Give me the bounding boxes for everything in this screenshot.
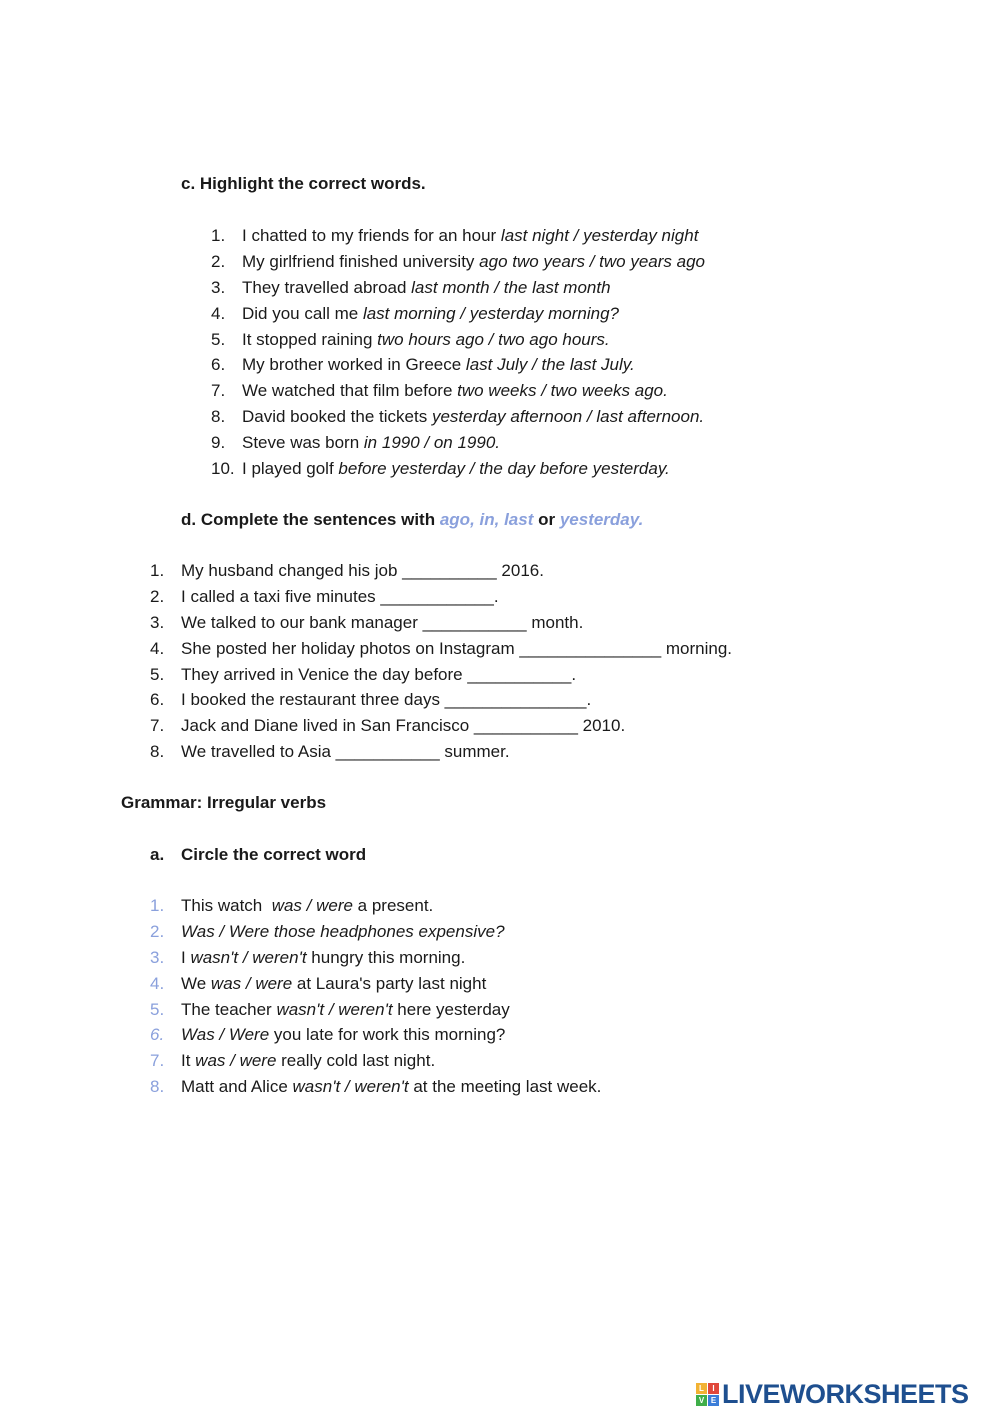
item-number: 4.	[150, 638, 165, 658]
list-item	[150, 945, 710, 971]
item-text: This watch	[181, 896, 272, 915]
list-item	[211, 301, 771, 327]
item-options[interactable]: wasn't / weren't	[276, 999, 393, 1019]
item-options[interactable]: was / were	[210, 973, 293, 993]
item-options[interactable]: in 1990 / on 1990.	[363, 433, 501, 453]
list-item	[150, 893, 710, 919]
list-item	[211, 404, 771, 430]
item-options[interactable]: Was / Were those headphones expensive?	[181, 921, 505, 941]
item-text: at Laura's party last night	[292, 973, 487, 993]
item-text[interactable]: We travelled to Asia ___________ summer.	[181, 742, 510, 762]
list-item	[211, 352, 771, 378]
item-text: you late for work this morning?	[269, 1025, 506, 1045]
list-item	[150, 971, 710, 997]
item-text: here yesterday	[392, 999, 510, 1019]
word-last: last	[504, 510, 534, 529]
item-number: 2.	[150, 921, 165, 941]
item-options[interactable]: wasn't / weren't	[190, 947, 307, 967]
item-text: It stopped raining	[242, 329, 378, 349]
item-number: 9.	[211, 433, 226, 453]
item-number: 1.	[150, 896, 165, 915]
item-text: Did you call me	[242, 303, 363, 323]
section-d-list	[150, 558, 770, 765]
item-number: 7.	[150, 1051, 165, 1071]
item-text[interactable]: She posted her holiday photos on Instagram _______________ morning.	[181, 638, 733, 658]
item-text[interactable]: My husband changed his job __________ 2016.	[181, 561, 544, 580]
logo-mark-e: E	[708, 1395, 719, 1406]
word-ago: ago	[439, 510, 471, 529]
item-options[interactable]: last July / the last July.	[465, 355, 635, 375]
item-text: Steve was born	[242, 433, 364, 453]
item-options[interactable]: two weeks / two weeks ago.	[457, 381, 668, 401]
subheading-number: a.	[150, 845, 165, 864]
item-text: They travelled abroad	[242, 277, 412, 297]
list-item	[150, 1074, 710, 1100]
list-item	[150, 558, 770, 584]
section-d-heading	[181, 510, 643, 530]
item-text: We watched that film before	[242, 381, 458, 401]
list-item	[211, 327, 771, 353]
grammar-list	[150, 893, 710, 1100]
logo-text: LIVEWORKSHEETS	[722, 1378, 969, 1409]
item-text: David booked the tickets	[242, 407, 432, 427]
item-number: 4.	[211, 303, 226, 323]
section-c-list	[211, 223, 771, 482]
list-item	[150, 662, 770, 688]
word-or: or	[533, 510, 560, 529]
item-number: 8.	[150, 742, 165, 762]
section-c-heading: c. Highlight the correct words.	[181, 174, 426, 193]
list-item	[150, 919, 710, 945]
grammar-title: Grammar: Irregular verbs	[121, 793, 327, 812]
item-number: 2.	[211, 251, 226, 271]
liveworksheets-logo[interactable]	[696, 1378, 969, 1410]
list-item	[211, 275, 771, 301]
separator: ,	[494, 510, 505, 529]
list-item	[150, 636, 770, 662]
item-options[interactable]: two hours ago / two ago hours.	[377, 329, 610, 349]
list-item	[150, 1022, 710, 1048]
item-options[interactable]: yesterday afternoon / last afternoon.	[431, 407, 705, 427]
logo-mark-l: L	[696, 1383, 707, 1394]
item-number: 1.	[211, 226, 226, 245]
item-number: 6.	[150, 1025, 165, 1045]
item-text: I	[181, 947, 191, 967]
item-text: My girlfriend finished university	[242, 251, 480, 271]
logo-mark-i: I	[708, 1383, 719, 1394]
item-number: 8.	[211, 407, 226, 427]
list-item	[211, 456, 771, 482]
item-number: 10.	[211, 459, 235, 479]
item-number: 7.	[150, 716, 165, 736]
item-text: We	[181, 973, 211, 993]
list-item	[150, 997, 710, 1023]
item-options[interactable]: last month / the last month	[411, 277, 611, 297]
item-options[interactable]: last night / yesterday night	[500, 226, 699, 245]
item-options[interactable]: last morning / yesterday morning?	[362, 303, 619, 323]
item-text: I played golf	[242, 459, 339, 479]
list-item	[211, 430, 771, 456]
item-text: The teacher	[181, 999, 277, 1019]
item-number: 6.	[211, 355, 226, 375]
item-text[interactable]: Jack and Diane lived in San Francisco ___________ 2010.	[181, 716, 626, 736]
logo-mark-icon	[696, 1383, 719, 1406]
list-item	[150, 687, 770, 713]
item-options[interactable]: before yesterday / the day before yesterday.	[338, 459, 670, 479]
word-in: in	[479, 510, 495, 529]
item-text: I chatted to my friends for an hour	[242, 226, 501, 245]
item-options[interactable]: was / were	[271, 896, 353, 915]
item-text[interactable]: I booked the restaurant three days _______________.	[181, 690, 592, 710]
item-number: 3.	[150, 947, 165, 967]
item-options[interactable]: was / were	[195, 1051, 277, 1071]
item-text: My brother worked in Greece	[242, 355, 466, 375]
item-text: Matt and Alice	[181, 1077, 293, 1097]
item-options[interactable]: ago two years / two years ago	[479, 251, 705, 271]
item-options[interactable]: wasn't / weren't	[292, 1077, 409, 1097]
item-number: 4.	[150, 973, 165, 993]
separator: ,	[470, 510, 480, 529]
word-yesterday: yesterday	[559, 510, 639, 529]
list-item	[150, 739, 770, 765]
item-text: at the meeting last week.	[408, 1077, 602, 1097]
subheading-text: Circle the correct word	[181, 845, 367, 864]
item-text: hungry this morning.	[306, 947, 466, 967]
item-text[interactable]: They arrived in Venice the day before ___________.	[181, 664, 577, 684]
list-item	[150, 1048, 710, 1074]
heading-prefix: d. Complete the sentences with	[181, 510, 440, 529]
item-number: 7.	[211, 381, 226, 401]
item-text: really cold last night.	[276, 1051, 436, 1071]
item-number: 5.	[150, 999, 165, 1019]
list-item	[150, 610, 770, 636]
item-number: 3.	[211, 277, 226, 297]
list-item	[211, 378, 771, 404]
item-number: 1.	[150, 561, 165, 580]
item-text: a present.	[352, 896, 434, 915]
item-number: 6.	[150, 690, 165, 710]
logo-mark-v: V	[696, 1395, 707, 1406]
item-text[interactable]: We talked to our bank manager ___________ month.	[181, 612, 584, 632]
item-text: It	[181, 1051, 196, 1071]
list-item	[150, 713, 770, 739]
item-text[interactable]: I called a taxi five minutes ____________.	[181, 586, 499, 606]
item-number: 5.	[211, 329, 226, 349]
item-number: 2.	[150, 586, 165, 606]
list-item	[150, 584, 770, 610]
item-number: 5.	[150, 664, 165, 684]
list-item	[211, 223, 771, 249]
list-item	[211, 249, 771, 275]
heading-end: .	[638, 510, 644, 529]
item-number: 3.	[150, 612, 165, 632]
item-options[interactable]: Was / Were	[181, 1025, 270, 1045]
item-number: 8.	[150, 1077, 165, 1097]
